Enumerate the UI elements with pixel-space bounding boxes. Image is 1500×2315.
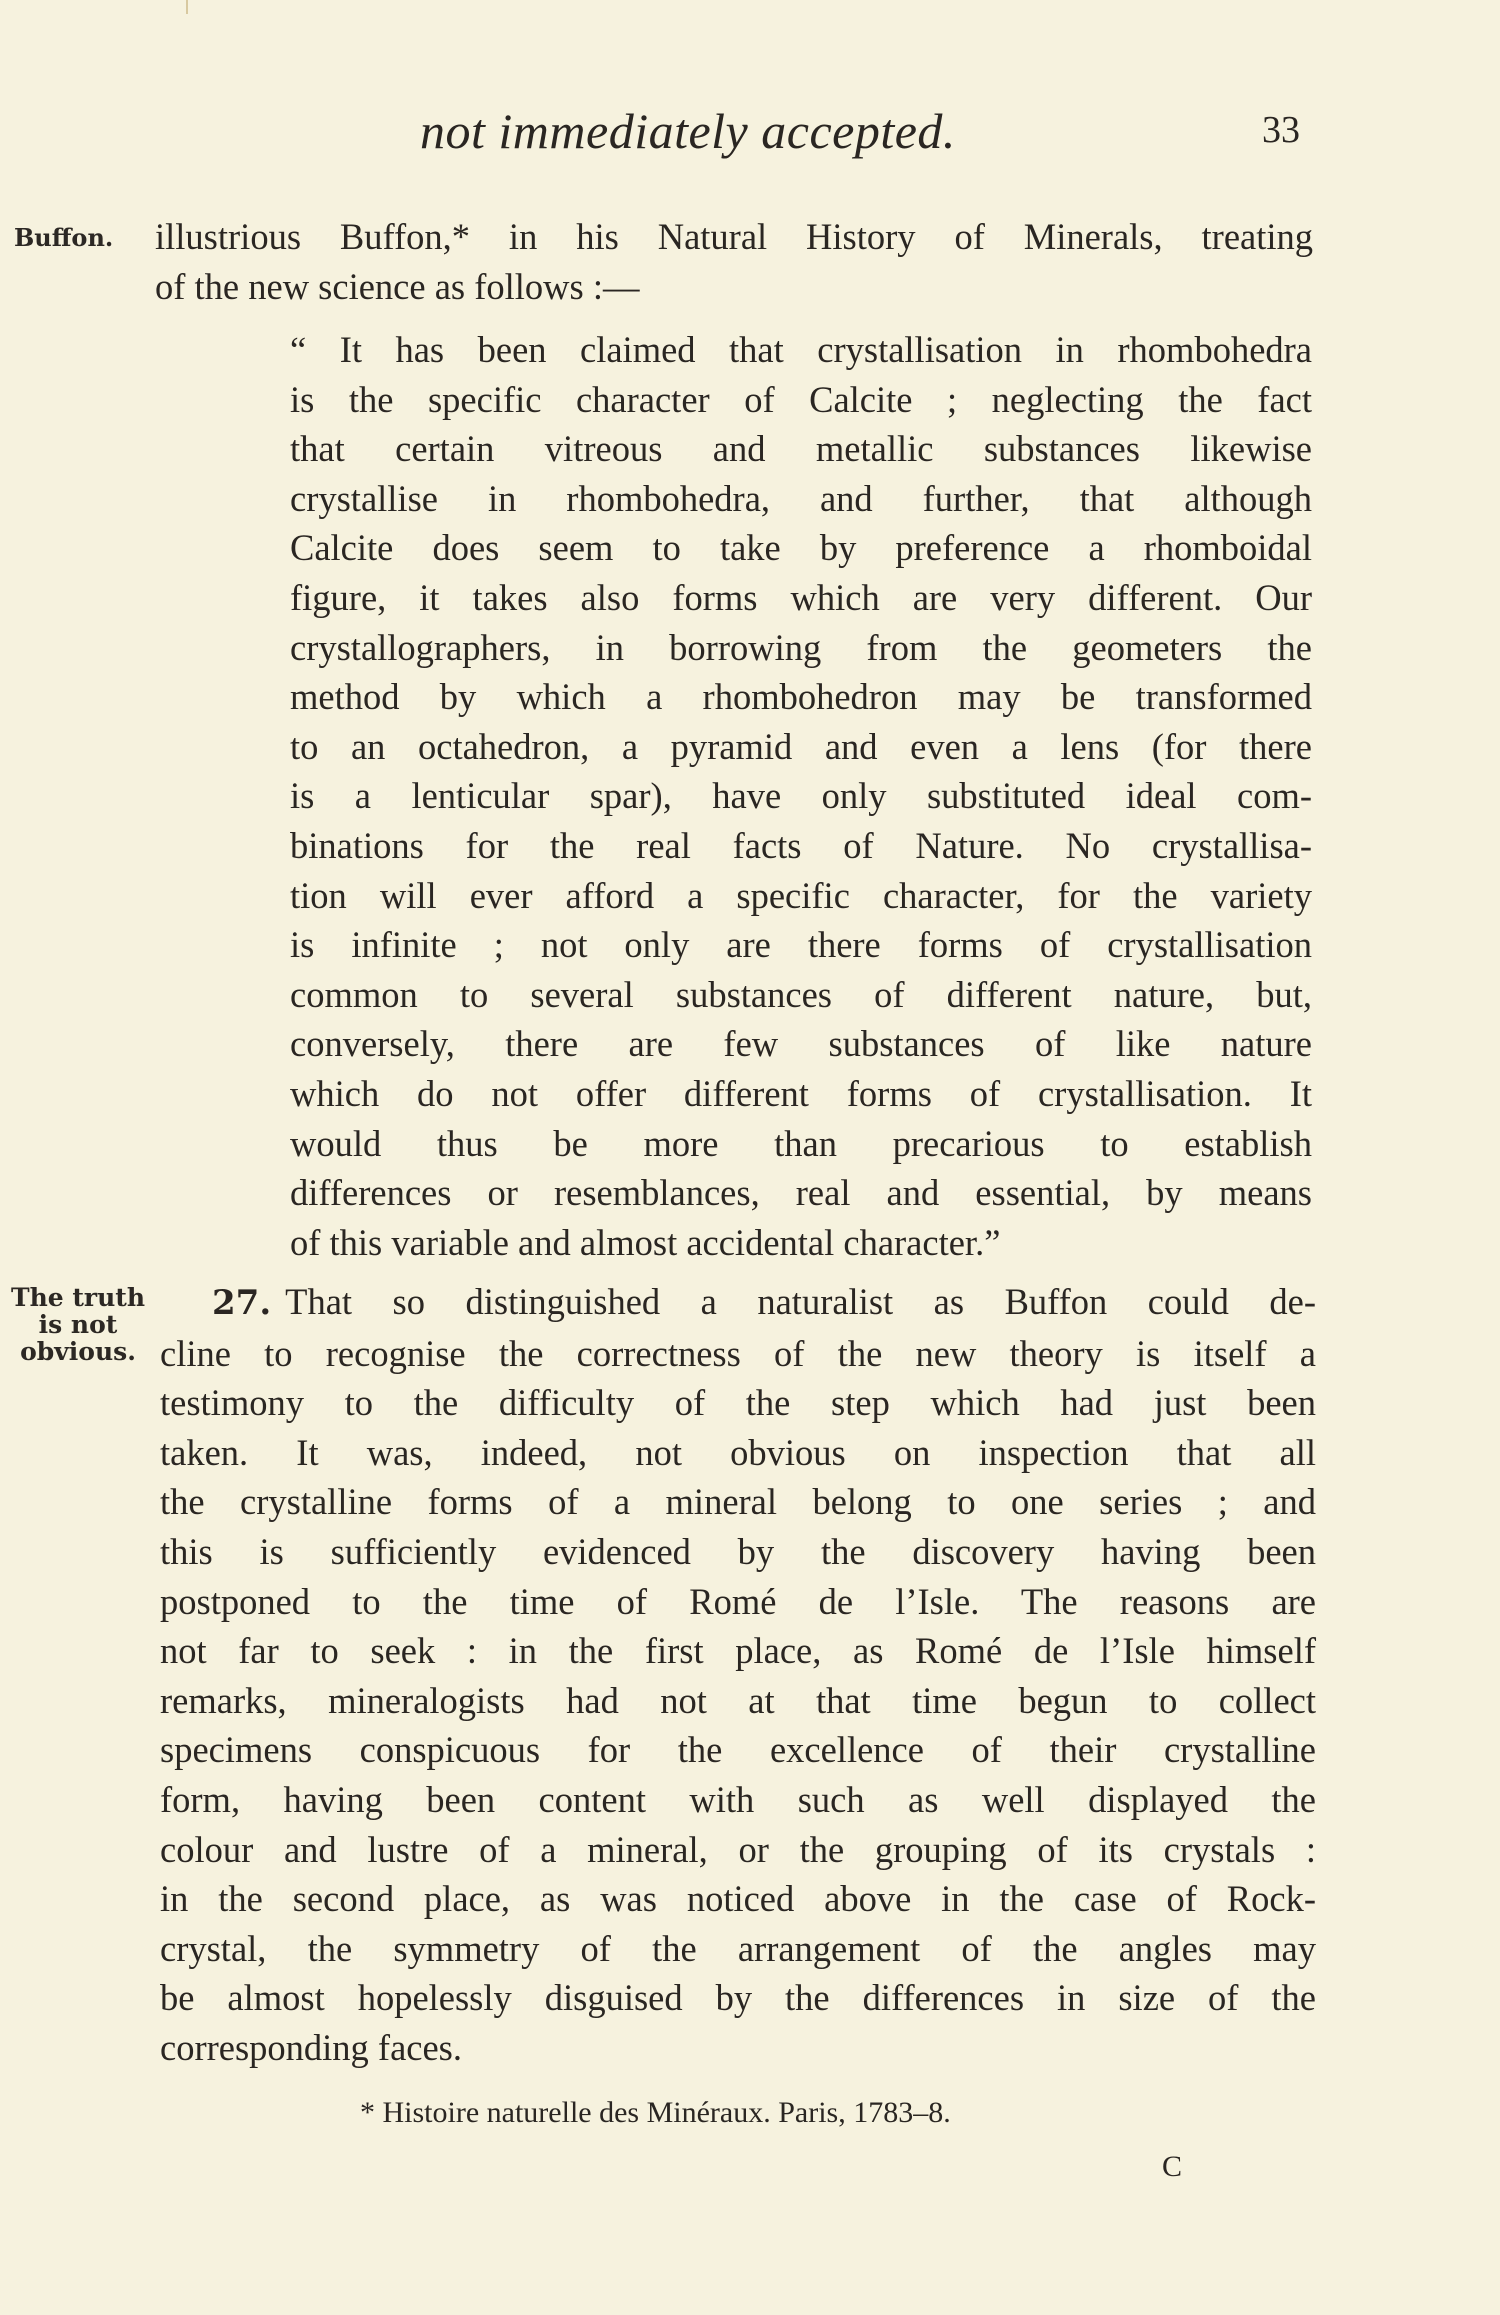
section-27 [160, 1277, 1316, 2073]
quote-line: is infinite ; not only are there forms of crystallisation [290, 924, 1312, 966]
quote-line: to an octahedron, a pyramid and even a lens (for there [290, 725, 1312, 767]
section-first-line [160, 1277, 1316, 1329]
margin-note-buffon: Buffon. [14, 223, 114, 252]
text-line: That so distinguished a naturalist as Buffon could de- [285, 1281, 1316, 1322]
quote-line: of this variable and almost accidental character.” [290, 1221, 1001, 1263]
margin-note-truth [4, 1284, 152, 1365]
text-line: the crystalline forms of a mineral belong to one series ; and [160, 1481, 1316, 1523]
quote-line: Calcite does seem to take by preference a rhomboidal [290, 527, 1312, 569]
margin-note-line: obvious. [20, 1337, 136, 1366]
quote-line: tion will ever afford a specific character, for the variety [290, 874, 1312, 916]
margin-note-line: is not [38, 1310, 118, 1339]
text-line: taken. It was, indeed, not obvious on inspection that all [160, 1431, 1316, 1473]
text-line: form, having been content with such as well displayed the [160, 1778, 1316, 1820]
paper-edge-mark [186, 0, 188, 14]
text-line: crystal, the symmetry of the arrangement of the angles may [160, 1927, 1316, 1969]
text-line: be almost hopelessly disguised by the differences in size of the [160, 1977, 1316, 2019]
text-line: testimony to the difficulty of the step which had just been [160, 1382, 1316, 1424]
text-line: not far to seek : in the first place, as Romé de l’Isle himself [160, 1630, 1316, 1672]
text-line: specimens conspicuous for the excellence of their crystalline [160, 1729, 1316, 1771]
quote-line: which do not offer different forms of crystallisation. It [290, 1072, 1312, 1114]
margin-note-line: The truth [10, 1283, 145, 1312]
footnote: * Histoire naturelle des Minéraux. Paris, 1783–8. [360, 2096, 951, 2129]
quote-line: would thus be more than precarious to establish [290, 1122, 1312, 1164]
text-line: corresponding faces. [160, 2026, 463, 2068]
quote-line: is the specific character of Calcite ; neglecting the fact [290, 378, 1312, 420]
running-head [0, 102, 1500, 162]
running-title: not immediately accepted. [420, 103, 956, 159]
quote-line: that certain vitreous and metallic substances likewise [290, 428, 1312, 470]
quote-line: crystallographers, in borrowing from the geometers the [290, 626, 1312, 668]
paragraph-number: 27. [212, 1283, 272, 1323]
quote-line: is a lenticular spar), have only substituted ideal com- [290, 775, 1312, 817]
quote-line: conversely, there are few substances of like nature [290, 1023, 1312, 1065]
quote-line: common to several substances of different nature, but, [290, 973, 1312, 1015]
quote-line: method by which a rhombohedron may be transformed [290, 676, 1312, 718]
signature-mark: C [1162, 2150, 1183, 2183]
quote-line: differences or resemblances, real and essential, by means [290, 1172, 1312, 1214]
text-line: of the new science as follows :— [155, 265, 640, 307]
text-line: in the second place, as was noticed above in the case of Rock- [160, 1878, 1316, 1920]
page-number: 33 [1262, 109, 1300, 151]
text-line: cline to recognise the correctness of the new theory is itself a [160, 1332, 1316, 1374]
text-line: remarks, mineralogists had not at that time begun to collect [160, 1679, 1316, 1721]
intro-paragraph [155, 212, 1313, 311]
text-line: illustrious Buffon,* in his Natural History of Minerals, treating [155, 216, 1313, 257]
quote-line: binations for the real facts of Nature. No crystallisa- [290, 824, 1312, 866]
text-line: this is sufficiently evidenced by the discovery having been [160, 1530, 1316, 1572]
text-line: colour and lustre of a mineral, or the grouping of its crystals : [160, 1828, 1316, 1870]
quote-line: figure, it takes also forms which are very different. Our [290, 576, 1312, 618]
quote-line: “ It has been claimed that crystallisation in rhombohedra [290, 329, 1312, 370]
text-line: postponed to the time of Romé de l’Isle. The reasons are [160, 1580, 1316, 1622]
buffon-quotation [290, 325, 1312, 1267]
quote-line: crystallise in rhombohedra, and further, that although [290, 477, 1312, 519]
